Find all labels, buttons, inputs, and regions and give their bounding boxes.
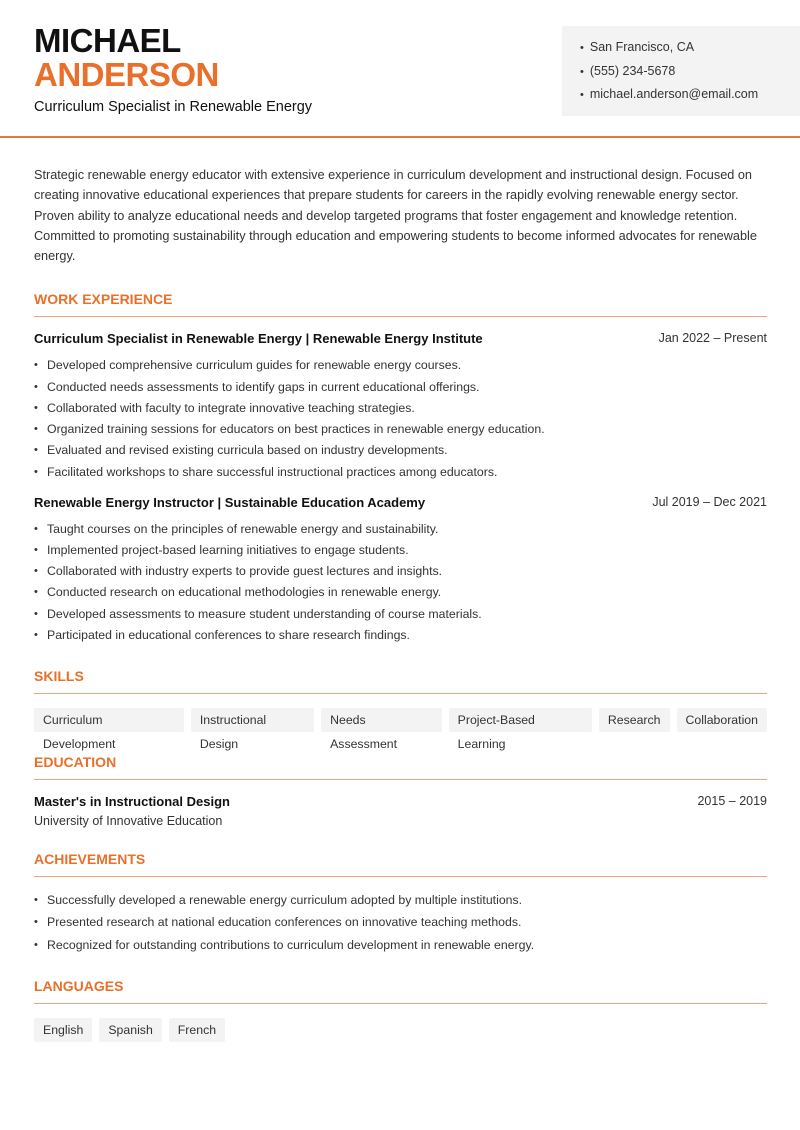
bullet-item: • Facilitated workshops to share successful instructional practices among educators. [34,462,767,483]
bullet-item: • Collaborated with faculty to integrate innovative teaching strategies. [34,398,767,419]
contact-phone: • (555) 234-5678 [580,62,800,86]
contact-box [562,26,800,116]
skill-chip: Instructional Design [191,708,314,732]
job-title: Curriculum Specialist in Renewable Energy [34,99,313,115]
bullet-item: • Collaborated with industry experts to provide guest lectures and insights. [34,561,767,582]
language-chip: English [34,1018,92,1042]
resume-header [0,0,800,138]
job-bullets [34,355,767,482]
last-name: ANDERSON [34,56,219,93]
job-title: Renewable Energy Instructor | Sustainable Education Academy [34,494,426,510]
languages-list [34,1018,767,1042]
language-chip: Spanish [99,1018,161,1042]
contact-email[interactable]: • michael.anderson@email.com [580,85,800,109]
bullet-item: • Implemented project-based learning initiatives to engage students. [34,540,767,561]
school: University of Innovative Education [34,813,223,828]
achievements-list [34,889,767,957]
degree: Master's in Instructional Design [34,793,230,809]
section-heading-education: EDUCATION [34,754,767,780]
bullet-item: • Participated in educational conferences to share research findings. [34,625,767,646]
contact-location: • San Francisco, CA [580,38,800,62]
education-dates: 2015 – 2019 [697,793,767,808]
skill-chip: Needs Assessment [321,708,442,732]
bullet-item: • Developed comprehensive curriculum guides for renewable energy courses. [34,355,767,376]
summary: Strategic renewable energy educator with extensive experience in curriculum development and instructional design. Focused on creating innovative educational experiences that prepare students for careers in the rapidly evolving renewable energy sector. Proven ability to analyze educational needs and develop targeted programs that foster engagement and knowledge retention. Committed to promoting sustainability through education and empowering students to become informed advocates for renewable energy. [34,168,757,264]
bullet-item: • Developed assessments to measure student understanding of course materials. [34,604,767,625]
bullet-item: • Conducted research on educational methodologies in renewable energy. [34,582,767,603]
bullet-item: • Taught courses on the principles of renewable energy and sustainability. [34,519,767,540]
section-heading-work: WORK EXPERIENCE [34,291,767,317]
job-dates: Jul 2019 – Dec 2021 [652,494,767,509]
skill-chip: Collaboration [677,708,767,732]
skill-chip: Curriculum Development [34,708,184,732]
achievement-item: • Presented research at national education conferences on innovative teaching methods. [34,911,767,934]
job-title: Curriculum Specialist in Renewable Energy | Renewable Energy Institute [34,331,483,347]
skills-list [34,708,767,751]
section-heading-skills: SKILLS [34,668,767,694]
first-name: MICHAEL [34,22,181,59]
skill-chip: Project-Based Learning [449,708,592,732]
section-heading-achievements: ACHIEVEMENTS [34,851,767,877]
skill-chip: Research [599,708,670,732]
bullet-item: • Organized training sessions for educators on best practices in renewable energy education. [34,419,767,440]
language-chip: French [169,1018,225,1042]
achievement-item: • Recognized for outstanding contributions to curriculum development in renewable energy. [34,934,767,957]
job-dates: Jan 2022 – Present [658,331,767,346]
job-header [34,331,767,346]
job-header [34,495,767,510]
job-bullets [34,519,767,646]
bullet-item: • Evaluated and revised existing curricula based on industry developments. [34,440,767,461]
education-entry [34,794,767,809]
achievement-item: • Successfully developed a renewable energy curriculum adopted by multiple institutions. [34,889,767,912]
bullet-item: • Conducted needs assessments to identify gaps in current educational offerings. [34,377,767,398]
section-heading-languages: LANGUAGES [34,978,767,1004]
